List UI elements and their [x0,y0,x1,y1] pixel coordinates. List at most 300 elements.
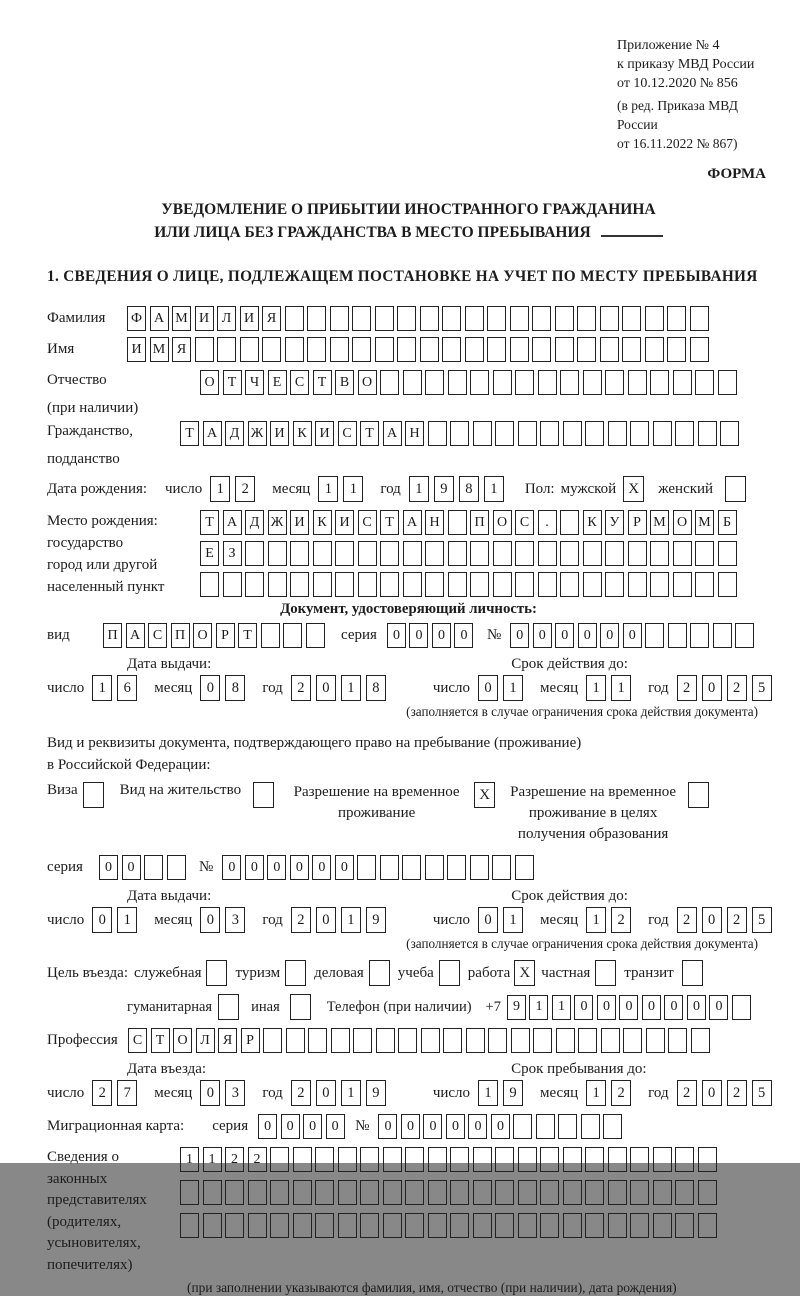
char-cell[interactable]: 0 [491,1114,510,1139]
char-cell[interactable]: 2 [611,1080,631,1106]
char-cell[interactable] [487,337,506,362]
char-cell[interactable]: 1 [341,675,361,701]
char-cell[interactable]: Ж [268,510,287,535]
purpose-transit-checkbox[interactable] [682,960,703,986]
char-cell[interactable] [470,541,489,566]
residence-permit-checkbox[interactable] [253,782,274,808]
char-cell[interactable] [540,1213,559,1238]
char-cell[interactable]: 8 [366,675,386,701]
char-cell[interactable]: М [172,306,191,331]
char-cell[interactable] [555,337,574,362]
char-cell[interactable] [603,1114,622,1139]
char-cell[interactable] [492,855,511,880]
char-cell[interactable] [555,306,574,331]
char-cell[interactable]: 0 [401,1114,420,1139]
male-checkbox[interactable]: X [623,476,644,502]
char-cell[interactable]: 1 [409,476,429,502]
char-cell[interactable] [338,1147,357,1172]
purpose-business-checkbox[interactable] [369,960,390,986]
char-cell[interactable] [608,1213,627,1238]
char-cell[interactable]: 1 [343,476,363,502]
char-cell[interactable]: П [470,510,489,535]
char-cell[interactable]: Т [380,510,399,535]
char-cell[interactable] [583,572,602,597]
char-cell[interactable] [270,1180,289,1205]
char-cell[interactable] [538,541,557,566]
char-cell[interactable]: 1 [341,907,361,933]
char-cell[interactable]: 1 [611,675,631,701]
char-cell[interactable] [383,1180,402,1205]
char-cell[interactable] [353,1028,372,1053]
char-cell[interactable]: 0 [578,623,597,648]
char-cell[interactable]: 8 [459,476,479,502]
char-cell[interactable] [493,370,512,395]
char-cell[interactable]: С [338,421,357,446]
char-cell[interactable] [698,1147,717,1172]
char-cell[interactable] [585,1147,604,1172]
char-cell[interactable]: 0 [555,623,574,648]
char-cell[interactable] [420,337,439,362]
char-cell[interactable] [515,541,534,566]
char-cell[interactable]: Т [223,370,242,395]
char-cell[interactable] [583,541,602,566]
char-cell[interactable]: С [515,510,534,535]
char-cell[interactable] [383,1213,402,1238]
char-cell[interactable]: 0 [600,623,619,648]
char-cell[interactable] [465,337,484,362]
char-cell[interactable]: А [223,510,242,535]
char-cell[interactable] [293,1213,312,1238]
char-cell[interactable]: Л [217,306,236,331]
char-cell[interactable] [195,337,214,362]
char-cell[interactable] [698,421,717,446]
char-cell[interactable]: И [335,510,354,535]
char-cell[interactable] [536,1114,555,1139]
char-cell[interactable]: 2 [727,1080,747,1106]
char-cell[interactable]: 0 [281,1114,300,1139]
char-cell[interactable]: 1 [503,675,523,701]
char-cell[interactable] [380,541,399,566]
char-cell[interactable] [465,306,484,331]
char-cell[interactable] [330,306,349,331]
char-cell[interactable] [495,1213,514,1238]
char-cell[interactable] [720,421,739,446]
char-cell[interactable]: 0 [664,995,683,1020]
char-cell[interactable]: 9 [366,907,386,933]
char-cell[interactable]: 9 [503,1080,523,1106]
char-cell[interactable]: И [195,306,214,331]
char-cell[interactable]: 9 [434,476,454,502]
char-cell[interactable] [718,541,737,566]
char-cell[interactable] [313,572,332,597]
char-cell[interactable] [690,337,709,362]
char-cell[interactable]: У [605,510,624,535]
char-cell[interactable]: 0 [454,623,473,648]
char-cell[interactable]: Т [200,510,219,535]
char-cell[interactable] [628,370,647,395]
char-cell[interactable] [473,1147,492,1172]
char-cell[interactable] [628,541,647,566]
char-cell[interactable]: 1 [586,907,606,933]
char-cell[interactable] [285,306,304,331]
char-cell[interactable] [450,1147,469,1172]
char-cell[interactable]: О [493,510,512,535]
char-cell[interactable] [293,1180,312,1205]
char-cell[interactable] [290,572,309,597]
char-cell[interactable]: 0 [316,1080,336,1106]
char-cell[interactable] [695,541,714,566]
char-cell[interactable]: 1 [92,675,112,701]
char-cell[interactable] [653,1180,672,1205]
char-cell[interactable]: А [150,306,169,331]
char-cell[interactable]: И [290,510,309,535]
char-cell[interactable] [675,1213,694,1238]
char-cell[interactable] [563,421,582,446]
char-cell[interactable] [735,623,754,648]
char-cell[interactable] [585,421,604,446]
char-cell[interactable] [283,623,302,648]
char-cell[interactable] [443,1028,462,1053]
char-cell[interactable] [447,855,466,880]
char-cell[interactable]: Я [172,337,191,362]
char-cell[interactable]: 1 [478,1080,498,1106]
char-cell[interactable]: 0 [446,1114,465,1139]
char-cell[interactable]: 0 [702,907,722,933]
char-cell[interactable] [262,337,281,362]
char-cell[interactable]: 7 [117,1080,137,1106]
char-cell[interactable] [358,572,377,597]
char-cell[interactable] [538,572,557,597]
char-cell[interactable] [510,306,529,331]
char-cell[interactable]: А [203,421,222,446]
char-cell[interactable] [718,370,737,395]
char-cell[interactable] [360,1147,379,1172]
char-cell[interactable] [420,306,439,331]
char-cell[interactable]: М [150,337,169,362]
char-cell[interactable]: 0 [619,995,638,1020]
char-cell[interactable] [510,337,529,362]
char-cell[interactable] [540,421,559,446]
female-checkbox[interactable] [725,476,746,502]
char-cell[interactable] [560,510,579,535]
char-cell[interactable]: 3 [225,907,245,933]
char-cell[interactable] [495,1147,514,1172]
char-cell[interactable] [650,541,669,566]
char-cell[interactable] [217,337,236,362]
char-cell[interactable] [240,337,259,362]
char-cell[interactable] [263,1028,282,1053]
char-cell[interactable] [608,421,627,446]
char-cell[interactable] [450,1213,469,1238]
purpose-humanitarian-checkbox[interactable] [218,994,239,1020]
char-cell[interactable] [495,421,514,446]
char-cell[interactable]: К [293,421,312,446]
purpose-work-checkbox[interactable]: X [514,960,535,986]
char-cell[interactable] [293,1147,312,1172]
char-cell[interactable] [307,306,326,331]
char-cell[interactable]: . [538,510,557,535]
char-cell[interactable] [470,572,489,597]
char-cell[interactable] [645,306,664,331]
char-cell[interactable]: Т [238,623,257,648]
char-cell[interactable] [578,1028,597,1053]
char-cell[interactable]: 9 [507,995,526,1020]
char-cell[interactable]: 0 [92,907,112,933]
char-cell[interactable]: 0 [303,1114,322,1139]
char-cell[interactable] [563,1147,582,1172]
char-cell[interactable]: 5 [752,1080,772,1106]
char-cell[interactable] [335,572,354,597]
char-cell[interactable] [425,855,444,880]
char-cell[interactable] [268,541,287,566]
char-cell[interactable]: 0 [623,623,642,648]
char-cell[interactable] [622,306,641,331]
char-cell[interactable]: 2 [92,1080,112,1106]
char-cell[interactable]: Р [628,510,647,535]
char-cell[interactable] [270,1147,289,1172]
char-cell[interactable] [450,421,469,446]
char-cell[interactable]: 1 [341,1080,361,1106]
char-cell[interactable] [667,337,686,362]
char-cell[interactable] [605,541,624,566]
char-cell[interactable] [583,370,602,395]
char-cell[interactable]: 0 [423,1114,442,1139]
char-cell[interactable] [425,541,444,566]
char-cell[interactable] [645,337,664,362]
char-cell[interactable] [518,1147,537,1172]
char-cell[interactable] [308,1028,327,1053]
char-cell[interactable] [360,1213,379,1238]
char-cell[interactable] [623,1028,642,1053]
char-cell[interactable]: Ж [248,421,267,446]
char-cell[interactable] [428,1180,447,1205]
char-cell[interactable]: 6 [117,675,137,701]
char-cell[interactable] [601,1028,620,1053]
char-cell[interactable]: Р [216,623,235,648]
char-cell[interactable]: Е [200,541,219,566]
char-cell[interactable]: 2 [727,907,747,933]
char-cell[interactable] [690,306,709,331]
purpose-tourism-checkbox[interactable] [285,960,306,986]
char-cell[interactable]: 0 [290,855,309,880]
char-cell[interactable] [600,306,619,331]
char-cell[interactable] [650,572,669,597]
char-cell[interactable]: Т [313,370,332,395]
char-cell[interactable]: 3 [225,1080,245,1106]
char-cell[interactable]: А [383,421,402,446]
char-cell[interactable] [200,572,219,597]
char-cell[interactable] [673,370,692,395]
char-cell[interactable]: Н [405,421,424,446]
char-cell[interactable] [428,421,447,446]
char-cell[interactable] [630,421,649,446]
char-cell[interactable] [675,1147,694,1172]
char-cell[interactable]: 0 [258,1114,277,1139]
char-cell[interactable]: 0 [122,855,141,880]
char-cell[interactable] [563,1180,582,1205]
char-cell[interactable]: И [127,337,146,362]
char-cell[interactable]: Я [218,1028,237,1053]
char-cell[interactable] [646,1028,665,1053]
char-cell[interactable]: Т [151,1028,170,1053]
char-cell[interactable] [487,306,506,331]
char-cell[interactable] [560,370,579,395]
char-cell[interactable]: Т [360,421,379,446]
char-cell[interactable] [428,1213,447,1238]
char-cell[interactable] [335,541,354,566]
char-cell[interactable] [558,1114,577,1139]
char-cell[interactable] [622,337,641,362]
char-cell[interactable]: 1 [503,907,523,933]
char-cell[interactable] [667,306,686,331]
char-cell[interactable]: 0 [702,675,722,701]
char-cell[interactable] [403,370,422,395]
char-cell[interactable]: 2 [291,1080,311,1106]
char-cell[interactable] [473,1213,492,1238]
char-cell[interactable] [331,1028,350,1053]
char-cell[interactable]: 0 [687,995,706,1020]
char-cell[interactable]: 0 [200,907,220,933]
char-cell[interactable]: 2 [225,1147,244,1172]
char-cell[interactable] [608,1147,627,1172]
char-cell[interactable] [513,1114,532,1139]
char-cell[interactable] [357,855,376,880]
char-cell[interactable] [515,572,534,597]
char-cell[interactable] [675,1180,694,1205]
char-cell[interactable]: 1 [210,476,230,502]
char-cell[interactable] [691,1028,710,1053]
char-cell[interactable]: 0 [478,907,498,933]
char-cell[interactable]: З [223,541,242,566]
char-cell[interactable]: 0 [326,1114,345,1139]
char-cell[interactable]: 2 [677,675,697,701]
char-cell[interactable] [225,1180,244,1205]
char-cell[interactable] [425,572,444,597]
char-cell[interactable]: 1 [586,1080,606,1106]
char-cell[interactable] [405,1147,424,1172]
char-cell[interactable]: 8 [225,675,245,701]
char-cell[interactable] [532,306,551,331]
char-cell[interactable] [225,1213,244,1238]
char-cell[interactable] [538,370,557,395]
char-cell[interactable] [518,1180,537,1205]
char-cell[interactable]: М [650,510,669,535]
char-cell[interactable] [245,572,264,597]
char-cell[interactable] [577,337,596,362]
char-cell[interactable] [585,1180,604,1205]
char-cell[interactable] [473,1180,492,1205]
char-cell[interactable] [421,1028,440,1053]
char-cell[interactable] [630,1180,649,1205]
char-cell[interactable] [698,1213,717,1238]
char-cell[interactable] [405,1213,424,1238]
char-cell[interactable] [518,1213,537,1238]
char-cell[interactable] [605,572,624,597]
char-cell[interactable] [402,855,421,880]
char-cell[interactable] [690,623,709,648]
char-cell[interactable]: К [583,510,602,535]
char-cell[interactable] [375,337,394,362]
char-cell[interactable] [695,370,714,395]
char-cell[interactable]: 0 [312,855,331,880]
char-cell[interactable] [425,370,444,395]
char-cell[interactable]: 2 [291,675,311,701]
char-cell[interactable]: 1 [117,907,137,933]
char-cell[interactable] [270,1213,289,1238]
char-cell[interactable]: 0 [387,623,406,648]
char-cell[interactable] [698,1180,717,1205]
char-cell[interactable] [290,541,309,566]
char-cell[interactable] [403,541,422,566]
char-cell[interactable]: 9 [366,1080,386,1106]
char-cell[interactable]: О [200,370,219,395]
char-cell[interactable]: 2 [235,476,255,502]
char-cell[interactable]: В [335,370,354,395]
char-cell[interactable] [448,370,467,395]
char-cell[interactable]: 2 [677,907,697,933]
char-cell[interactable] [493,541,512,566]
char-cell[interactable]: 0 [335,855,354,880]
char-cell[interactable]: П [103,623,122,648]
char-cell[interactable] [405,1180,424,1205]
char-cell[interactable] [448,510,467,535]
char-cell[interactable] [532,337,551,362]
purpose-study-checkbox[interactable] [439,960,460,986]
char-cell[interactable] [581,1114,600,1139]
char-cell[interactable] [315,1213,334,1238]
char-cell[interactable] [313,541,332,566]
char-cell[interactable]: 0 [99,855,118,880]
char-cell[interactable] [585,1213,604,1238]
char-cell[interactable]: 0 [478,675,498,701]
char-cell[interactable] [488,1028,507,1053]
char-cell[interactable]: 0 [432,623,451,648]
char-cell[interactable] [673,541,692,566]
temp-residence-edu-checkbox[interactable] [688,782,709,808]
char-cell[interactable] [315,1180,334,1205]
char-cell[interactable] [473,421,492,446]
char-cell[interactable] [673,572,692,597]
char-cell[interactable]: И [315,421,334,446]
char-cell[interactable]: 0 [316,907,336,933]
char-cell[interactable]: Ч [245,370,264,395]
char-cell[interactable] [376,1028,395,1053]
char-cell[interactable]: 1 [484,476,504,502]
char-cell[interactable] [203,1180,222,1205]
char-cell[interactable] [380,855,399,880]
char-cell[interactable]: С [148,623,167,648]
char-cell[interactable]: 0 [409,623,428,648]
char-cell[interactable]: 1 [318,476,338,502]
purpose-other-checkbox[interactable] [290,994,311,1020]
char-cell[interactable] [466,1028,485,1053]
char-cell[interactable]: Б [718,510,737,535]
char-cell[interactable]: 5 [752,907,772,933]
char-cell[interactable] [668,623,687,648]
char-cell[interactable] [442,306,461,331]
char-cell[interactable]: И [270,421,289,446]
char-cell[interactable] [380,572,399,597]
purpose-official-checkbox[interactable] [206,960,227,986]
char-cell[interactable] [306,623,325,648]
char-cell[interactable] [338,1213,357,1238]
char-cell[interactable] [403,572,422,597]
char-cell[interactable] [653,1213,672,1238]
char-cell[interactable]: К [313,510,332,535]
char-cell[interactable] [515,370,534,395]
char-cell[interactable] [645,623,664,648]
char-cell[interactable]: 1 [529,995,548,1020]
